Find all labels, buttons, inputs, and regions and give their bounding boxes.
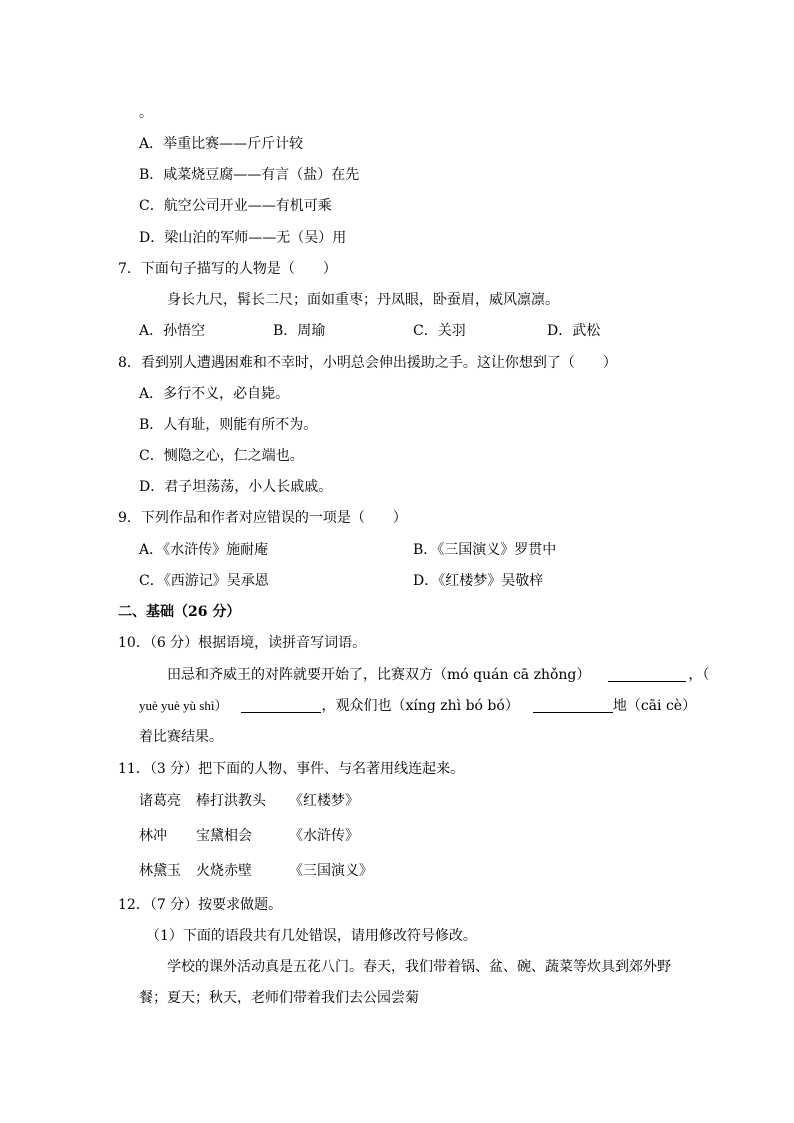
q9-option-c: C．《西游记》吴承恩 [139, 573, 269, 589]
q6-option-b: B．咸菜烧豆腐——有言（盐）在先 [139, 167, 360, 183]
q10-line1-text: 田忌和齐威王的对阵就要开始了，比赛双方（mó quán cā zhǒng） [167, 667, 591, 683]
q10-line2-mid: ，观众们也（xíng zhì bó bó） [321, 698, 519, 714]
q8-option-b: B．人有耻，则能有所不为。 [139, 417, 318, 433]
q12-paragraph-line-1: 学校的课外活动真是五花八门。春天，我们带着锅、盆、碗、蔬菜等炊具到郊外野 [167, 959, 671, 975]
q8-option-a: A．多行不义，必自毙。 [139, 386, 290, 402]
q12-sub-1: （1）下面的语段共有几处错误，请用修改符号修改。 [146, 928, 477, 944]
q9-option-a: A．《水浒传》施耐庵 [139, 542, 269, 558]
q11-person-1: 诸葛亮 [139, 793, 181, 809]
q7-stem: 7．下面句子描写的人物是（ ） [118, 261, 337, 277]
q6-option-d: D．梁山泊的军师——无（吴）用 [139, 230, 347, 246]
q11-book-3: 《三国演义》 [289, 863, 373, 879]
q9-option-b: B．《三国演义》罗贯中 [413, 542, 557, 558]
q11-person-2: 林冲 [139, 828, 167, 844]
q10-line-3: 着比赛结果。 [139, 729, 223, 745]
q9-stem: 9．下列作品和作者对应错误的一项是（ ） [118, 510, 407, 526]
q7-quote: 身长九尺，髯长二尺；面如重枣；丹凤眼，卧蚕眉，威风凛凛。 [167, 292, 559, 308]
q10-line2-pinyin: yuè yuè yù shì） [139, 698, 228, 713]
top-fragment: 。 [139, 105, 153, 121]
q8-option-c: C．恻隐之心，仁之端也。 [139, 448, 304, 464]
answer-blank-1[interactable] [608, 667, 686, 682]
q11-book-1: 《红楼梦》 [289, 793, 359, 809]
q7-option-d: D．武松 [547, 323, 601, 339]
answer-blank-3[interactable] [533, 698, 613, 713]
q10-line-1 [167, 666, 709, 684]
answer-blank-2[interactable] [241, 698, 321, 713]
q6-option-c: C．航空公司开业——有机可乘 [139, 198, 332, 214]
q8-option-d: D．君子坦荡荡，小人长戚戚。 [139, 479, 333, 495]
q11-event-2: 宝黛相会 [196, 828, 252, 844]
q10-stem: 10．（6 分）根据语境，读拼音写词语。 [118, 635, 367, 651]
q7-option-b: B．周瑜 [273, 323, 326, 339]
q12-stem: 12．（7 分）按要求做题。 [118, 897, 283, 913]
q11-person-3: 林黛玉 [139, 863, 181, 879]
q6-option-a: A．举重比赛——斤斤计较 [139, 136, 304, 152]
q11-book-2: 《水浒传》 [289, 828, 359, 844]
q10-line2-end: 地（cāi cè） [612, 698, 697, 714]
q12-paragraph-line-2: 餐；夏天；秋天，老师们带着我们去公园尝菊 [139, 990, 419, 1006]
q7-option-c: C．关羽 [413, 323, 466, 339]
section-heading: 二、基础（26 分） [118, 604, 241, 620]
q11-event-3: 火烧赤壁 [196, 863, 252, 879]
q11-event-1: 棒打洪教头 [196, 793, 266, 809]
q7-option-a: A．孙悟空 [139, 323, 206, 339]
q9-option-d: D．《红楼梦》吴敬梓 [413, 573, 544, 589]
q10-line-2 [139, 697, 696, 715]
q8-stem: 8．看到别人遭遇困难和不幸时，小明总会伸出援助之手。这让你想到了（ ） [118, 355, 617, 371]
q11-stem: 11．（3 分）把下面的人物、事件、与名著用线连起来。 [118, 761, 465, 777]
q10-line1-end: ，（ [688, 667, 710, 683]
